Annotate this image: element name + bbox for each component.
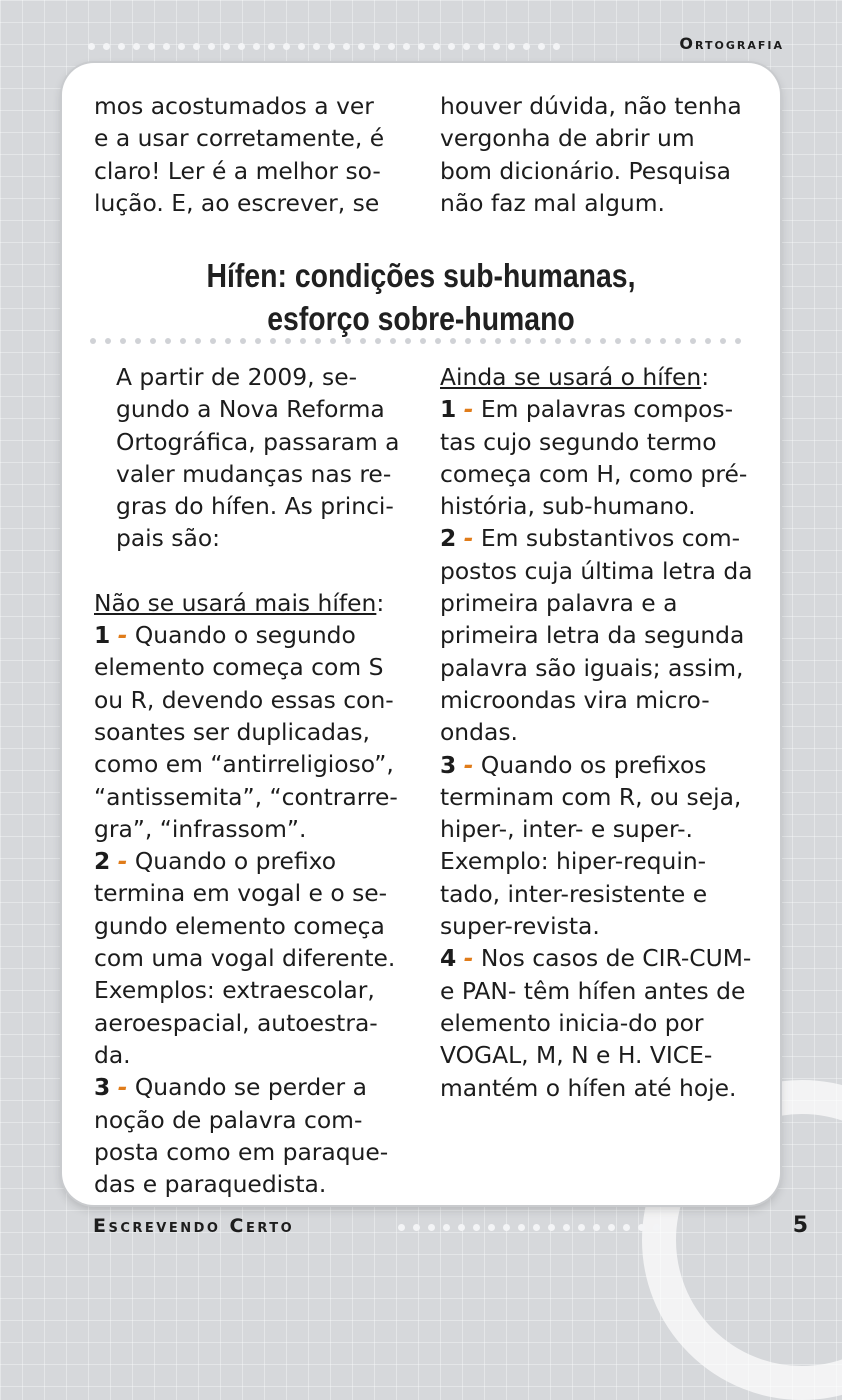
decorative-dot (315, 338, 321, 344)
decorative-dot (548, 1224, 555, 1231)
rule-number: 1 (440, 395, 457, 424)
top-right-text: houver dúvida, não tenha vergonha de abrir um bom dicionário. Pesquisa não faz mal algum. (440, 92, 742, 217)
decorative-dot (210, 338, 216, 344)
top-left-text: mos acostumados a ver e a usar corretamente, é claro! Ler é a melhor so-lução. E, ao escrever, se (94, 92, 385, 217)
decorative-dot (345, 338, 351, 344)
decorative-dot (503, 1224, 510, 1231)
still-hyphen-heading: Ainda se usará o hífen: (440, 363, 710, 391)
decorative-dot (735, 338, 741, 344)
decorative-dot (390, 338, 396, 344)
decorative-dot (553, 43, 560, 50)
footer-title: Escrevendo Certo (93, 1215, 295, 1237)
decorative-dot (90, 338, 96, 344)
decorative-dot (493, 43, 500, 50)
decorative-dot (238, 43, 245, 50)
decorative-dot (518, 1224, 525, 1231)
rule-text: Quando se perder a noção de palavra com-posta como em paraque-das e paraquedista. (94, 1073, 389, 1199)
decorative-dot (343, 43, 350, 50)
rule-number: 3 (94, 1073, 111, 1102)
body-left-column (94, 361, 414, 1200)
decorative-dot (450, 338, 456, 344)
decorative-dot (570, 338, 576, 344)
decorative-dot (358, 43, 365, 50)
decorative-dot (495, 338, 501, 344)
decorative-dot (373, 43, 380, 50)
rule-number: 2 (440, 524, 457, 553)
decorative-dot (283, 43, 290, 50)
decorative-dot (270, 338, 276, 344)
decorative-dot (458, 1224, 465, 1231)
decorative-dot (465, 338, 471, 344)
decorative-dot (223, 43, 230, 50)
decorative-dot (638, 1224, 645, 1231)
rule-text: Quando os prefixos terminam com R, ou seja, hiper-, inter- e super-. Exemplo: hiper-requin-tado, inter-resistente e super-revista. (440, 750, 742, 941)
decorative-dot (105, 338, 111, 344)
decorative-dot (330, 338, 336, 344)
decorative-dot (533, 1224, 540, 1231)
rule-text: Quando o segundo elemento começa com S ou R, devendo essas con-soantes ser duplicadas, como em “antirreligioso”, “antissemita”, “contrarre-gra”, “infrassom”. (94, 621, 398, 843)
decorative-dot (88, 43, 95, 50)
decorative-dot (133, 43, 140, 50)
decorative-dot (510, 338, 516, 344)
decorative-dot (165, 338, 171, 344)
decorative-dot (180, 338, 186, 344)
header-dots (88, 43, 560, 50)
decorative-dot (555, 338, 561, 344)
decorative-dot (398, 1224, 405, 1231)
body-right-column (440, 361, 760, 1104)
decorative-dot (413, 1224, 420, 1231)
decorative-dot (540, 338, 546, 344)
footer-dots (398, 1224, 660, 1231)
decorative-dot (525, 338, 531, 344)
rule-item: 1 - Em palavras compos-tas cujo segundo termo começa com H, como pré-história, sub-humano. (440, 395, 748, 521)
top-left-column (94, 90, 394, 219)
decorative-dot (148, 43, 155, 50)
decorative-dot (268, 43, 275, 50)
rule-text: Quando o prefixo termina em vogal e o se-gundo elemento começa com uma vogal diferente. Exemplos: extraescolar, aeroespacial, autoestra-da. (94, 847, 396, 1069)
decorative-dot (328, 43, 335, 50)
decorative-dot (428, 1224, 435, 1231)
rule-item: 3 - Quando os prefixos terminam com R, ou seja, hiper-, inter- e super-. Exemplo: hiper-requin-tado, inter-resistente e super-revista. (440, 750, 742, 941)
rule-number: 3 (440, 750, 457, 779)
decorative-dot (118, 43, 125, 50)
decorative-dot (463, 43, 470, 50)
decorative-dot (593, 1224, 600, 1231)
decorative-dot (488, 1224, 495, 1231)
decorative-dot (420, 338, 426, 344)
decorative-dot (478, 43, 485, 50)
decorative-dot (388, 43, 395, 50)
rule-number: 2 (94, 847, 111, 876)
decorative-dot (375, 338, 381, 344)
decorative-dot (120, 338, 126, 344)
spacer (94, 555, 414, 587)
decorative-dot (255, 338, 261, 344)
decorative-dot (600, 338, 606, 344)
intro-paragraph: A partir de 2009, se-gundo a Nova Reforma Ortográfica, passaram a valer mudanças nas re-gras do hífen. As princi-pais são: (116, 363, 400, 553)
decorative-dot (660, 338, 666, 344)
rule-number: 1 (94, 621, 111, 650)
rule-text: Em palavras compos-tas cujo segundo termo começa com H, como pré-história, sub-humano. (440, 395, 748, 521)
top-right-column (440, 90, 750, 219)
decorative-dot (208, 43, 215, 50)
decorative-dot (313, 43, 320, 50)
decorative-dot (675, 338, 681, 344)
decorative-dot (225, 338, 231, 344)
decorative-dot (418, 43, 425, 50)
decorative-dot (253, 43, 260, 50)
decorative-dot (645, 338, 651, 344)
rule-text: Nos casos de CIR-CUM- e PAN- têm hífen antes de elemento inicia-do por VOGAL, M, N e H. VICE- mantém o hífen até hoje. (440, 944, 752, 1102)
heading-line-2: esforço sobre-humano (267, 300, 575, 337)
heading-line-1: Hífen: condições sub-humanas, (206, 257, 636, 294)
decorative-dot (195, 338, 201, 344)
decorative-dot (163, 43, 170, 50)
page-number: 5 (792, 1213, 808, 1238)
rule-item: 2 - Quando o prefixo termina em vogal e o se-gundo elemento começa com uma vogal diferente. Exemplos: extraescolar, aeroespacial, autoestra-da. (94, 847, 396, 1069)
decorative-dot (585, 338, 591, 344)
no-hyphen-label: Não se usará mais hífen (94, 588, 377, 617)
rule-item: 2 - Em substantivos com-postos cuja última letra da primeira palavra e a primeira letra da segunda palavra são iguais; assim, microondas vira micro-ondas. (440, 524, 753, 747)
decorative-dot (178, 43, 185, 50)
decorative-dot (538, 43, 545, 50)
rule-text: Em substantivos com-postos cuja última letra da primeira palavra e a primeira letra da segunda palavra são iguais; assim, microondas vira micro-ondas. (440, 524, 753, 747)
decorative-dot (720, 338, 726, 344)
decorative-dot (443, 1224, 450, 1231)
no-hyphen-heading: Não se usará mais hífen: (94, 588, 385, 617)
section-tag: Ortografia (679, 34, 784, 53)
decorative-dot (240, 338, 246, 344)
decorative-dot (563, 1224, 570, 1231)
decorative-dot (298, 43, 305, 50)
decorative-dot (285, 338, 291, 344)
decorative-dot (435, 338, 441, 344)
rule-number: 4 (440, 944, 457, 973)
rule-item: 4 - Nos casos de CIR-CUM- e PAN- têm hífen antes de elemento inicia-do por VOGAL, M, N e H. VICE- mantém o hífen até hoje. (440, 944, 752, 1102)
decorative-dot (150, 338, 156, 344)
decorative-dot (360, 338, 366, 344)
rule-item: 3 - Quando se perder a noção de palavra com-posta como em paraque-das e paraquedista. (94, 1073, 389, 1199)
content-card (62, 63, 780, 1205)
decorative-dot (615, 338, 621, 344)
decorative-dot (523, 43, 530, 50)
decorative-dot (405, 338, 411, 344)
decorative-dot (103, 43, 110, 50)
decorative-dot (480, 338, 486, 344)
heading-divider-dots (90, 338, 741, 344)
decorative-dot (300, 338, 306, 344)
still-hyphen-label: Ainda se usará o hífen (440, 363, 702, 391)
decorative-dot (403, 43, 410, 50)
decorative-dot (630, 338, 636, 344)
decorative-dot (705, 338, 711, 344)
decorative-dot (690, 338, 696, 344)
decorative-dot (608, 1224, 615, 1231)
rule-item: 1 - Quando o segundo elemento começa com S ou R, devendo essas con-soantes ser duplicadas, como em “antirreligioso”, “antissemita”, “contrarre-gra”, “infrassom”. (94, 621, 398, 843)
decorative-dot (473, 1224, 480, 1231)
decorative-dot (433, 43, 440, 50)
decorative-dot (135, 338, 141, 344)
decorative-dot (508, 43, 515, 50)
decorative-dot (578, 1224, 585, 1231)
decorative-dot (623, 1224, 630, 1231)
decorative-dot (193, 43, 200, 50)
decorative-dot (448, 43, 455, 50)
decorative-dot (653, 1224, 660, 1231)
